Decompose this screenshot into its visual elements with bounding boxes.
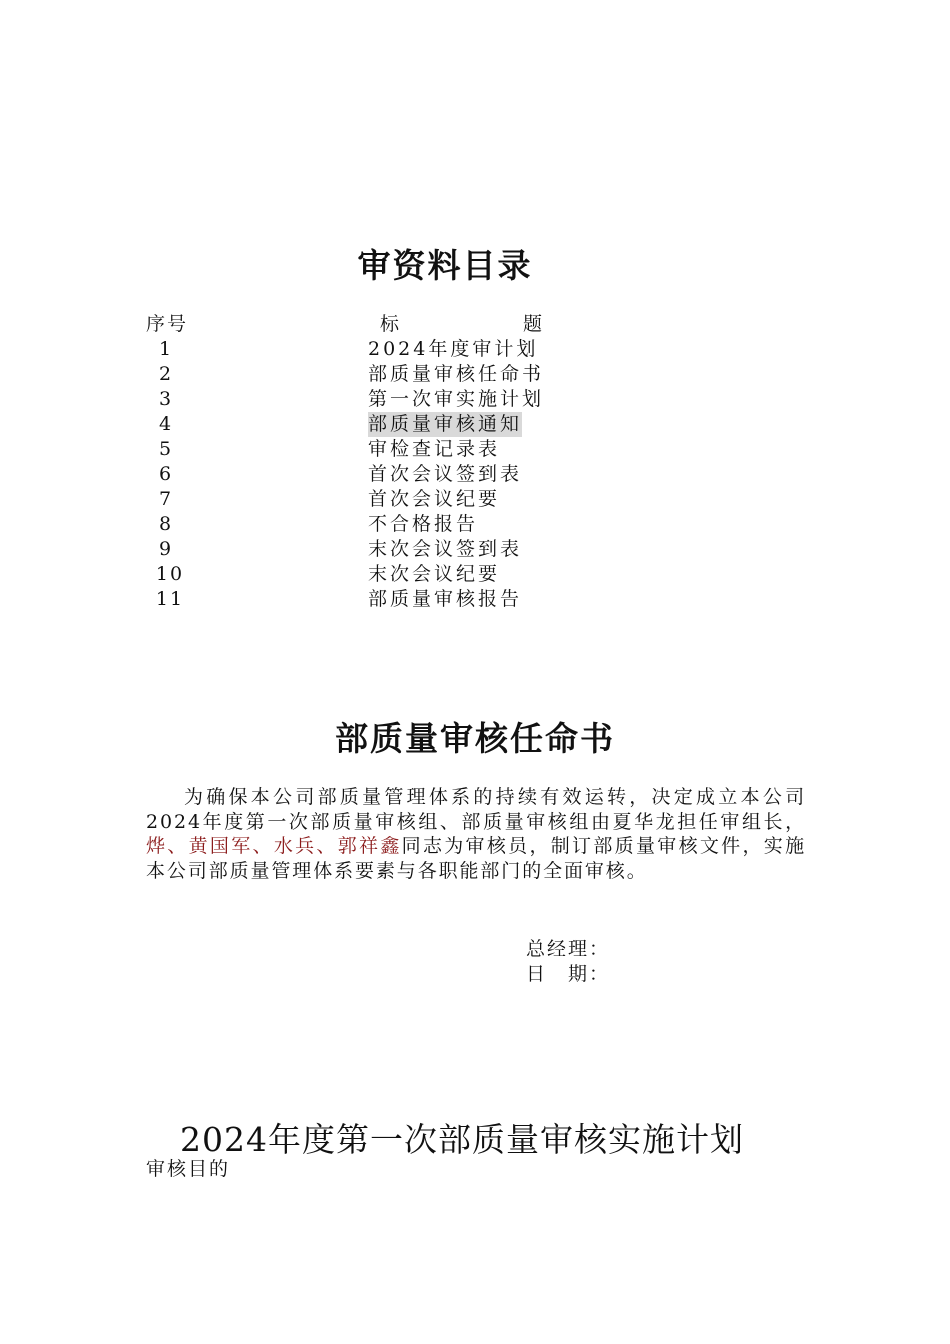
appointment-text-1: 为确保本公司部质量管理体系的持续有效运转，决定成立本公司2024年度第一次部质量审核组、部质量审核组由夏华龙担任审组长， (146, 786, 806, 833)
toc-item-title: 第一次审实施计划 (368, 388, 545, 410)
plan-title: 2024年度第一次部质量审核实施计划 (180, 1120, 744, 1159)
toc-item-number: 10 (155, 563, 185, 585)
toc-item-title: 不合格报告 (368, 513, 479, 535)
toc-item-number: 9 (158, 538, 174, 560)
toc-list (146, 337, 666, 617)
plan-section-label: 审核目的 (146, 1158, 231, 1180)
toc-item-number: 5 (158, 438, 174, 460)
toc-header-title-2: 题 (523, 313, 545, 335)
toc-item-number: 7 (158, 488, 174, 510)
toc-item-title: 首次会议签到表 (368, 463, 523, 485)
toc-item-title: 末次会议签到表 (368, 538, 523, 560)
toc-item-title: 末次会议纪要 (368, 563, 501, 585)
toc-item-number: 1 (158, 338, 174, 360)
appointment-paragraph (146, 785, 806, 883)
toc-header-title-1: 标 (380, 313, 402, 335)
toc-item-number: 2 (158, 363, 174, 385)
auditor-names: 烨、黄国军、水兵、郭祥鑫 (146, 835, 402, 857)
appointment-text-2: 同志为审核员，制订部质量审核文件，实施本公司部质量管理体系要素与各职能部门的全面审核。 (146, 835, 806, 882)
toc-item-title: 部质量审核任命书 (368, 363, 545, 385)
toc-item-number: 11 (155, 588, 185, 610)
toc-item-title: 审检查记录表 (368, 438, 501, 460)
toc-item-number: 3 (158, 388, 174, 410)
appointment-title: 部质量审核任命书 (335, 719, 615, 758)
toc-item-number: 4 (158, 413, 174, 435)
signature-label: 总经理： (526, 938, 611, 960)
toc-item-number: 6 (158, 463, 174, 485)
toc-item-title: 部质量审核报告 (368, 588, 523, 610)
toc-header-no: 序号 (146, 313, 189, 335)
toc-item-title: 2024年度审计划 (368, 338, 539, 360)
toc-item-title: 首次会议纪要 (368, 488, 501, 510)
date-label: 日 期： (526, 963, 611, 985)
toc-title: 审资料目录 (357, 246, 533, 285)
toc-item-number: 8 (158, 513, 174, 535)
toc-item-title-highlighted: 部质量审核通知 (368, 413, 523, 435)
